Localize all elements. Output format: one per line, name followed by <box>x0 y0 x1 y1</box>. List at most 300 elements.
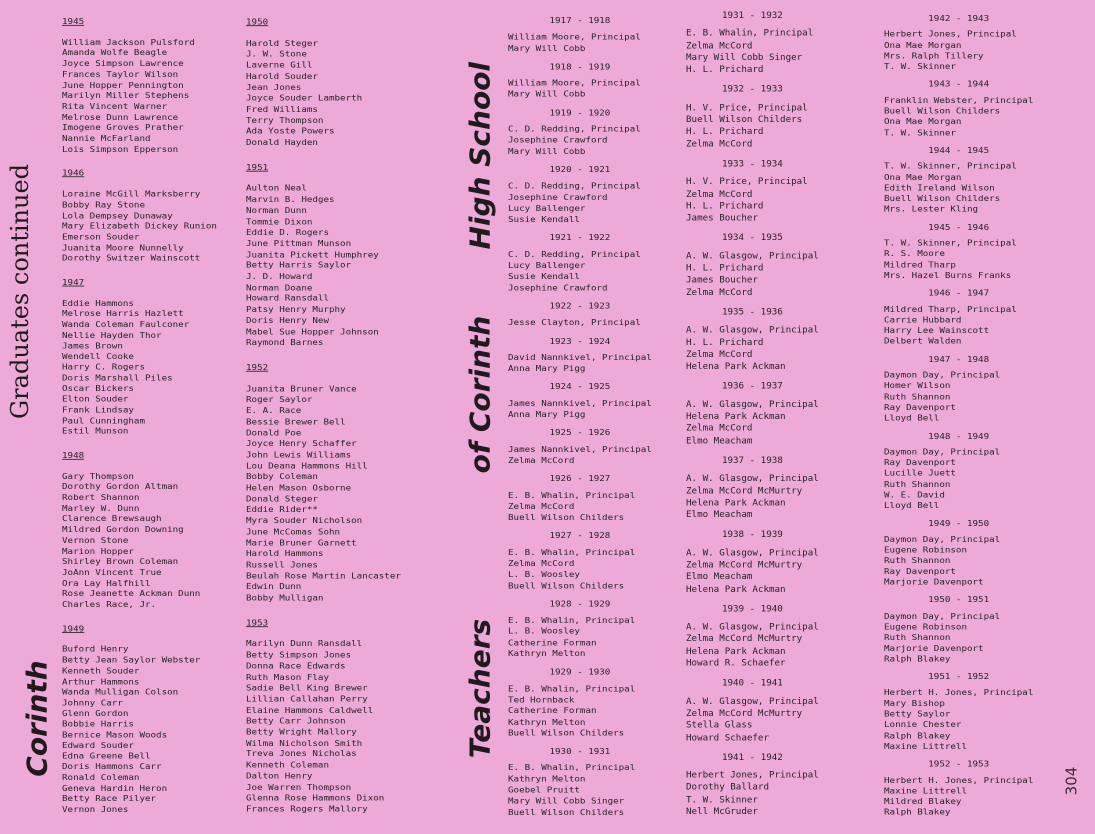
graduate-name: Elton Souder <box>62 395 129 405</box>
teacher-name: T. W. Skinner, Principal <box>884 161 1017 172</box>
teacher-year-block <box>508 599 652 660</box>
graduate-name: Harold Hammons <box>246 549 324 559</box>
teacher-name: Lucille Juett <box>884 468 956 479</box>
graduate-name: Mildred Gordon Downing <box>62 525 184 535</box>
teacher-name: A. W. Glasgow, Principal <box>686 398 819 410</box>
graduate-name: Bernice Mason Woods <box>62 730 168 740</box>
graduate-name: Roger Saylor <box>246 395 313 405</box>
graduate-name: Beulah Rose Martin Lancaster <box>246 571 401 581</box>
high-school-title: High School <box>463 61 497 250</box>
graduate-name: Marley W. Dunn <box>62 504 140 514</box>
teacher-year-block <box>508 747 652 819</box>
teacher-name: Helena Park Ackman <box>686 645 786 657</box>
school-year-heading: 1952 - 1953 <box>928 759 990 770</box>
graduate-name: Wilma Nicholson Smith <box>246 738 363 749</box>
graduate-name: James Brown <box>62 341 123 351</box>
school-year-heading: 1934 - 1935 <box>721 232 783 244</box>
school-year-heading: 1948 - 1949 <box>928 431 990 441</box>
teacher-name: Mary Bishop <box>884 698 945 709</box>
teacher-name: Kathryn Melton <box>508 649 586 659</box>
graduate-name: Doris Marshall Piles <box>62 373 173 383</box>
school-year-heading: 1932 - 1933 <box>721 84 783 96</box>
teacher-name: Zelma McCord <box>686 423 753 434</box>
teacher-name: Mildred Blakey <box>884 797 962 807</box>
school-year-heading: 1939 - 1940 <box>721 603 783 615</box>
class-year-heading: 1947 <box>62 278 85 288</box>
graduate-name: Buford Henry <box>62 645 129 655</box>
teacher-name: C. D. Redding, Principal <box>508 181 641 192</box>
teacher-year-block <box>686 752 819 818</box>
school-year-heading: 1933 - 1934 <box>721 158 783 170</box>
graduate-name: Terry Thompson <box>246 115 324 126</box>
teacher-name: Marjorie Davenport <box>884 643 984 654</box>
teacher-name: James Boucher <box>686 274 758 286</box>
graduate-name: Betty Carr Johnson <box>246 716 346 727</box>
graduate-name: Edna Greene Bell <box>62 751 151 762</box>
graduate-name: Norman Dunn <box>246 206 307 216</box>
teacher-name: E. B. Whalin, Principal <box>508 763 636 774</box>
graduate-name: Charles Race, Jr. <box>62 600 157 610</box>
graduate-name: Bobbie Harris <box>62 719 134 730</box>
school-year-heading: 1917 - 1918 <box>549 16 611 26</box>
graduate-name: Imogene Groves Prather <box>62 123 184 133</box>
teacher-name: Zelma McCord McMurtry <box>686 485 803 497</box>
school-year-heading: 1940 - 1941 <box>721 677 783 689</box>
graduate-name: Donna Race Edwards <box>246 661 346 672</box>
teacher-name: Ona Mae Morgan <box>884 172 962 183</box>
class-year-block <box>62 278 217 448</box>
teacher-name: Susie Kendall <box>508 214 580 225</box>
teacher-year-block <box>884 14 1033 73</box>
graduate-name: Elaine Hammons Caldwell <box>246 705 374 716</box>
teacher-name: Kathryn Melton <box>508 774 586 785</box>
teacher-name: T. W. Skinner <box>686 794 758 805</box>
teachers-title: Teachers <box>463 618 497 759</box>
teacher-name: Ona Mae Morgan <box>884 40 962 51</box>
teacher-name: Ray Davenport <box>884 567 956 577</box>
graduate-name: John Lewis Williams <box>246 450 352 460</box>
teacher-name: Ruth Shannon <box>884 556 951 566</box>
teacher-year-block <box>884 672 1033 752</box>
teacher-name: Zelma McCord McMurtry <box>686 707 803 719</box>
graduate-name: June Pittman Munson <box>246 239 352 249</box>
graduate-name: Marilyn Dunn Ransdall <box>246 639 363 650</box>
teacher-name: Zelma McCord <box>686 40 753 51</box>
graduates-continued-title: Graduates continued <box>6 163 34 419</box>
school-year-heading: 1951 - 1952 <box>928 672 990 682</box>
school-year-heading: 1923 - 1924 <box>549 336 611 347</box>
graduate-name: Jean Jones <box>246 82 302 93</box>
graduate-name: Joyce Simpson Lawrence <box>62 59 184 69</box>
graduate-name: Melrose Harris Hazlett <box>62 309 184 319</box>
graduate-name: Johnny Carr <box>62 698 123 708</box>
graduate-name: Bessie Brewer Bell <box>246 417 346 427</box>
graduate-name: Amanda Wolfe Beagle <box>62 48 168 59</box>
graduate-name: Howard Ransdall <box>246 294 329 304</box>
teacher-year-block <box>508 428 652 467</box>
teacher-year-block <box>686 233 819 299</box>
graduate-name: E. A. Race <box>246 406 302 416</box>
teacher-name: Lonnie Chester <box>884 720 962 731</box>
teacher-name: E. B. Whalin, Principal <box>686 27 814 39</box>
teacher-name: H. L. Prichard <box>686 336 764 348</box>
teacher-name: Mrs. Lester Kling <box>884 204 979 215</box>
graduate-name: Joyce Souder Lamberth <box>246 93 363 104</box>
teacher-year-block <box>884 80 1033 139</box>
graduate-name: Emerson Souder <box>62 232 140 242</box>
teacher-year-block <box>508 474 652 524</box>
graduate-name: Paul Cunningham <box>62 416 145 426</box>
graduate-name: Kenneth Souder <box>62 666 140 676</box>
graduate-name: Donald Poe <box>246 428 302 438</box>
graduate-name: Betty Jean Saylor Webster <box>62 655 201 666</box>
teacher-name: L. B. Woosley <box>508 626 580 637</box>
teacher-name: T. W. Skinner <box>884 128 956 138</box>
teacher-name: Zelma McCord <box>508 455 575 466</box>
teacher-year-block <box>686 307 819 373</box>
school-year-heading: 1947 - 1948 <box>928 354 990 365</box>
graduate-name: Juanita Pickett Humphrey <box>246 250 379 260</box>
school-year-heading: 1919 - 1920 <box>549 107 611 118</box>
graduate-name: Glenn Gordon <box>62 709 129 719</box>
teacher-name: James Boucher <box>686 212 758 224</box>
teacher-name: Anna Mary Pigg <box>508 409 586 420</box>
school-year-heading: 1944 - 1945 <box>928 145 990 156</box>
teacher-name: Buell Wilson Childers <box>686 114 803 126</box>
teacher-name: C. D. Redding, Principal <box>508 249 641 260</box>
teacher-name: Goebel Pruitt <box>508 785 580 796</box>
teacher-name: A. W. Glasgow, Principal <box>686 324 819 336</box>
teacher-name: Buell Wilson Childers <box>884 106 1001 117</box>
graduate-name: Marvin B. Hedges <box>246 195 335 205</box>
teacher-name: H. L. Prichard <box>686 200 764 212</box>
teacher-name: Daymon Day, Principal <box>884 534 1001 545</box>
graduate-name: Loraine McGill Marksberry <box>62 189 201 200</box>
teacher-year-block <box>686 158 819 224</box>
teacher-name: Mary Will Cobb <box>508 146 586 157</box>
graduate-name: Patsy Henry Murphy <box>246 305 346 315</box>
graduate-name: Kenneth Coleman <box>246 760 329 771</box>
graduate-name: Marilyn Miller Stephens <box>62 91 190 101</box>
teacher-name: Ray Davenport <box>884 458 956 468</box>
graduate-name: Donald Steger <box>246 494 318 504</box>
graduate-name: June McComas Sohn <box>246 527 341 537</box>
graduate-name: Raymond Barnes <box>246 338 324 348</box>
graduate-name: Bobby Ray Stone <box>62 200 145 210</box>
school-year-heading: 1921 - 1922 <box>549 233 611 244</box>
school-year-heading: 1935 - 1936 <box>721 306 783 318</box>
graduate-name: Donald Hayden <box>246 137 318 148</box>
of-corinth-title: of Corinth <box>463 315 497 474</box>
school-year-heading: 1918 - 1919 <box>549 61 611 72</box>
teacher-name: Mrs. Hazel Burns Franks <box>884 270 1012 281</box>
teacher-name: Homer Wilson <box>884 381 951 391</box>
teacher-year-block <box>508 336 652 375</box>
teacher-name: Catherine Forman <box>508 637 597 648</box>
graduate-name: Doris Hammons Carr <box>62 762 162 772</box>
teacher-year-block <box>508 382 652 421</box>
graduate-name: J. W. Stone <box>246 49 307 60</box>
graduate-name: J. D. Howard <box>246 272 313 282</box>
teacher-year-block <box>686 455 819 521</box>
teacher-name: Betty Saylor <box>884 709 951 720</box>
school-year-heading: 1930 - 1931 <box>549 746 611 757</box>
teacher-name: H. L. Prichard <box>686 262 764 274</box>
teacher-name: Herbert H. Jones, Principal <box>884 775 1034 786</box>
graduate-name: Bobby Coleman <box>246 472 318 482</box>
teacher-name: A. W. Glasgow, Principal <box>686 695 819 707</box>
teachers-column-2 <box>686 10 819 826</box>
teacher-name: Maxine Littrell <box>884 786 967 797</box>
graduate-name: Estil Munson <box>62 427 129 437</box>
teacher-year-block <box>686 604 819 670</box>
graduate-name: William Jackson Pulsford <box>62 38 195 48</box>
teacher-name: James Nannkivel, Principal <box>508 444 652 455</box>
teacher-name: Elmo Meacham <box>686 571 753 583</box>
teacher-name: R. S. Moore <box>884 249 945 260</box>
teacher-name: L. B. Woosley <box>508 569 580 580</box>
teacher-name: Mary Will Cobb Singer <box>508 796 625 807</box>
graduate-name: Russell Jones <box>246 560 318 570</box>
teacher-name: Lloyd Bell <box>884 413 940 424</box>
teacher-name: Buell Wilson Childers <box>884 194 1001 204</box>
teacher-name: Ted Hornback <box>508 695 575 705</box>
teacher-name: Zelma McCord McMurtry <box>686 559 803 571</box>
teacher-name: Ruth Shannon <box>884 392 951 402</box>
teacher-name: A. W. Glasgow, Principal <box>686 250 819 262</box>
teacher-name: Delbert Walden <box>884 336 962 347</box>
teacher-name: Ray Davenport <box>884 402 956 413</box>
graduate-name: Lillian Callahan Perry <box>246 694 368 705</box>
graduate-name: Clarence Brewsaugh <box>62 514 162 525</box>
graduate-name: Ada Yoste Powers <box>246 126 335 137</box>
teacher-name: T. W. Skinner <box>884 62 956 72</box>
teacher-name: Maxine Littrell <box>884 741 967 752</box>
teacher-name: Susie Kendall <box>508 271 580 282</box>
graduate-name: Melrose Dunn Lawrence <box>62 112 179 123</box>
teacher-name: Anna Mary Pigg <box>508 363 586 374</box>
teacher-name: Helena Park Ackman <box>686 411 786 422</box>
teacher-name: William Moore, Principal <box>508 32 641 43</box>
graduate-name: Shirley Brown Coleman <box>62 557 179 567</box>
teacher-name: Daymon Day, Principal <box>884 447 1001 457</box>
graduate-name: Lois Simpson Epperson <box>62 144 179 155</box>
graduate-name: Wendell Cooke <box>62 352 134 362</box>
class-year-block <box>62 169 217 275</box>
teacher-name: Buell Wilson Childers <box>508 512 625 523</box>
teacher-year-block <box>884 289 1033 348</box>
teacher-name: Elmo Meacham <box>686 435 753 447</box>
teacher-name: Lloyd Bell <box>884 501 940 511</box>
graduate-name: Laverne Gill <box>246 60 313 71</box>
graduate-name: Lola Dempsey Dunaway <box>62 211 173 221</box>
graduate-name: Tommie Dixon <box>246 217 313 227</box>
graduate-name: Eddie Hammons <box>62 298 134 309</box>
teacher-name: Lucy Ballenger <box>508 203 586 214</box>
teacher-name: Howard Schaefer <box>686 732 769 743</box>
teacher-name: A. W. Glasgow, Principal <box>686 473 819 485</box>
teacher-name: Harry Lee Wainscott <box>884 326 990 336</box>
graduate-name: Ora Lay Halfhill <box>62 578 151 589</box>
graduate-name: Oscar Bickers <box>62 384 134 394</box>
teacher-name: Mildred Tharp <box>884 260 956 270</box>
school-year-heading: 1942 - 1943 <box>928 14 990 24</box>
teacher-name: H. V. Price, Principal <box>686 176 808 188</box>
graduate-name: Sadie Bell King Brewer <box>246 683 368 694</box>
teacher-name: David Nannkivel, Principal <box>508 352 652 363</box>
school-year-heading: 1928 - 1929 <box>549 599 611 610</box>
teacher-year-block <box>884 760 1033 819</box>
teacher-name: Mary Will Cobb <box>508 43 586 54</box>
teacher-name: Helena Park Ackman <box>686 583 786 595</box>
teacher-name: Buell Wilson Childers <box>508 580 625 591</box>
teacher-name: Zelma McCord McMurtry <box>686 633 803 645</box>
teacher-name: Franklin Webster, Principal <box>884 95 1034 106</box>
graduate-name: Harold Steger <box>246 38 318 49</box>
teacher-year-block <box>508 301 652 329</box>
teacher-name: Herbert Jones, Principal <box>686 769 819 781</box>
graduate-name: Vernon Stone <box>62 536 129 546</box>
teacher-year-block <box>884 431 1033 511</box>
graduate-name: Myra Souder Nicholson <box>246 516 363 526</box>
graduate-name: Helen Mason Osborne <box>246 483 352 493</box>
school-year-heading: 1936 - 1937 <box>721 381 783 392</box>
graduate-name: Nellie Hayden Thor <box>62 330 162 341</box>
graduate-name: Gary Thompson <box>62 472 134 482</box>
school-year-heading: 1950 - 1951 <box>928 595 990 606</box>
graduate-name: Rita Vincent Warner <box>62 102 168 112</box>
graduate-name: Joyce Henry Schaffer <box>246 439 357 449</box>
graduate-name: Eddie D. Rogers <box>246 228 329 238</box>
teacher-name: Eugene Robinson <box>884 622 967 632</box>
teacher-name: Ruth Shannon <box>884 633 951 643</box>
graduate-name: Robert Shannon <box>62 493 140 503</box>
teacher-name: Josephine Crawford <box>508 192 608 203</box>
class-year-heading: 1951 <box>246 162 269 173</box>
teacher-name: Edith Ireland Wilson <box>884 183 995 194</box>
school-year-heading: 1946 - 1947 <box>928 288 990 299</box>
graduate-name: Fred Williams <box>246 104 318 115</box>
class-year-heading: 1946 <box>62 169 85 179</box>
graduate-name: Ronald Coleman <box>62 773 140 783</box>
graduate-name: Dorothy Gordon Altman <box>62 482 179 492</box>
teacher-name: Elmo Meacham <box>686 509 753 521</box>
school-year-heading: 1920 - 1921 <box>549 164 611 175</box>
teacher-name: Zelma McCord <box>686 348 753 360</box>
teacher-name: Zelma McCord <box>686 188 753 200</box>
teacher-name: E. B. Whalin, Principal <box>508 615 636 626</box>
graduate-name: Edwin Dunn <box>246 582 302 592</box>
teacher-name: Ralph Blakey <box>884 731 951 741</box>
teacher-name: Buell Wilson Childers <box>508 728 625 739</box>
graduate-name: Geneva Hardin Heron <box>62 784 168 794</box>
teacher-name: Nell McGruder <box>686 806 758 818</box>
page-number: 304 <box>1062 766 1081 796</box>
class-year-heading: 1945 <box>62 17 85 27</box>
teacher-name: Helena Park Ackman <box>686 361 786 372</box>
school-year-heading: 1922 - 1923 <box>549 301 611 312</box>
teacher-name: Josephine Crawford <box>508 282 608 293</box>
teacher-year-block <box>686 10 819 76</box>
graduate-name: Dalton Henry <box>246 771 313 782</box>
teacher-name: Buell Wilson Childers <box>508 807 625 818</box>
school-year-heading: 1924 - 1925 <box>549 382 611 393</box>
graduate-name: Edward Souder <box>62 741 134 751</box>
teacher-name: Zelma McCord <box>686 286 753 298</box>
graduate-name: Betty Wright Mallory <box>246 727 357 738</box>
graduate-name: Dorothy Switzer Wainscott <box>62 253 201 264</box>
class-year-heading: 1953 <box>246 618 269 628</box>
graduate-name: Harry C. Rogers <box>62 363 145 373</box>
school-year-heading: 1925 - 1926 <box>549 428 611 438</box>
teachers-column-1 <box>508 16 652 826</box>
graduate-name: Joe Warren Thompson <box>246 782 352 793</box>
teacher-name: H. V. Price, Principal <box>686 102 808 113</box>
class-year-block <box>246 163 401 360</box>
school-year-heading: 1938 - 1939 <box>721 529 783 541</box>
teacher-year-block <box>884 519 1033 589</box>
graduate-name: Betty Harris Saylor <box>246 261 352 271</box>
teacher-name: E. B. Whalin, Principal <box>508 490 636 501</box>
teacher-name: Mary Will Cobb <box>508 89 586 100</box>
class-year-heading: 1950 <box>246 17 269 27</box>
teacher-name: W. E. David <box>884 490 945 500</box>
school-year-heading: 1945 - 1946 <box>928 222 990 233</box>
teacher-name: Ruth Shannon <box>884 479 951 490</box>
graduate-name: Vernon Jones <box>62 805 129 815</box>
teacher-year-block <box>508 233 652 294</box>
graduate-name: Doris Henry New <box>246 316 329 326</box>
class-year-block <box>62 17 217 165</box>
teacher-name: Kathryn Melton <box>508 717 586 728</box>
graduate-name: Betty Simpson Jones <box>246 650 352 661</box>
teacher-name: Ona Mae Morgan <box>884 117 962 128</box>
school-year-heading: 1931 - 1932 <box>721 10 783 21</box>
school-year-heading: 1927 - 1928 <box>549 531 611 541</box>
teacher-name: H. L. Prichard <box>686 126 764 138</box>
graduate-name: Ruth Mason Flay <box>246 672 329 683</box>
teacher-name: Jesse Clayton, Principal <box>508 317 641 328</box>
corinth-title: Corinth <box>20 660 54 777</box>
graduate-name: JoAnn Vincent True <box>62 568 162 578</box>
teacher-year-block <box>508 531 652 592</box>
teacher-name: E. B. Whalin, Principal <box>508 547 636 558</box>
teacher-name: Mildred Tharp, Principal <box>884 304 1017 315</box>
teachers-column-3 <box>884 14 1033 826</box>
graduate-name: Aulton Neal <box>246 184 307 194</box>
graduates-column-2 <box>246 14 401 826</box>
graduate-name: Mary Elizabeth Dickey Runion <box>62 221 217 232</box>
graduate-name: Mabel Sue Hopper Johnson <box>246 327 379 337</box>
graduates-column-1 <box>62 14 217 826</box>
graduate-name: Arthur Hammons <box>62 677 140 687</box>
school-year-heading: 1926 - 1927 <box>549 474 611 484</box>
teacher-name: Herbert Jones, Principal <box>884 29 1017 40</box>
graduate-name: Marion Hopper <box>62 546 134 557</box>
teacher-name: Ralph Blakey <box>884 654 951 665</box>
graduate-name: Glenna Rose Hammons Dixon <box>246 793 385 804</box>
teacher-year-block <box>508 108 652 158</box>
teacher-name: Josephine Crawford <box>508 135 608 146</box>
teacher-name: Helena Park Ackman <box>686 497 786 509</box>
class-year-block <box>62 451 217 621</box>
graduate-name: Frances Rogers Mallory <box>246 804 368 815</box>
teacher-name: Dorothy Ballard <box>686 782 769 793</box>
teacher-name: Daymon Day, Principal <box>884 611 1001 622</box>
class-year-heading: 1948 <box>62 451 85 461</box>
teacher-year-block <box>508 667 652 739</box>
teacher-name: Howard R. Schaefer <box>686 657 786 669</box>
